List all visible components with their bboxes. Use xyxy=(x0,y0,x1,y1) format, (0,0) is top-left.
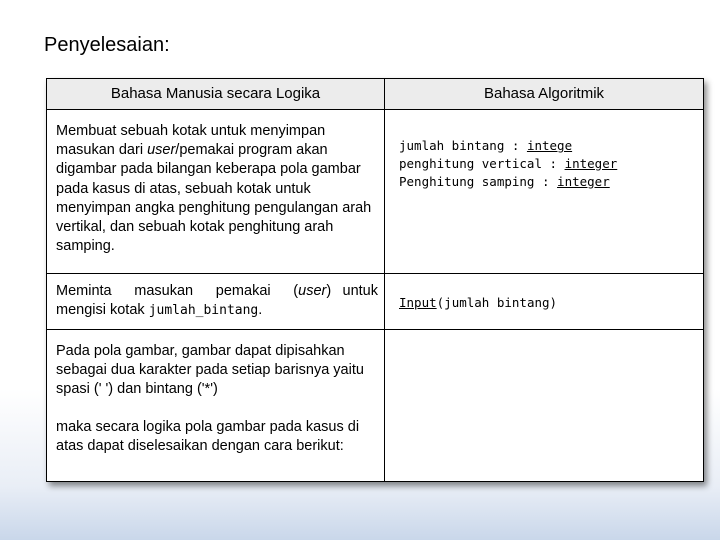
text-part: Membuat sebuah kotak untuk menyimpan masukan dari xyxy=(56,123,326,159)
row3-left-cell xyxy=(47,330,385,481)
input-statement xyxy=(399,294,697,312)
text-emphasis: user xyxy=(147,142,176,159)
row2-right-cell xyxy=(385,274,703,330)
text-part: . xyxy=(258,302,263,319)
page-title: Penyelesaian: xyxy=(44,34,170,56)
row3-paragraph-2: maka secara logika pola gambar pada kasus di atas dapat diselesaikan dengan cara berikut: xyxy=(56,418,360,454)
row3-paragraph-1: Pada pola gambar, gambar dapat dipisahkan sebagai dua karakter pada setiap barisnya yaitu spasi (' ') dan bintang ('*') xyxy=(56,343,364,398)
row1-left-text xyxy=(56,122,378,256)
inline-code: jumlah_bintang xyxy=(148,303,259,319)
input-keyword: Input xyxy=(399,295,437,310)
declaration-line xyxy=(399,173,697,191)
row1-left-cell xyxy=(47,110,385,274)
row2-left-text xyxy=(56,282,378,320)
header-human-language: Bahasa Manusia secara Logika xyxy=(47,79,385,110)
text-part: Meminta masukan pemakai ( xyxy=(56,283,299,299)
text-part: ) untuk mengisi kotak xyxy=(56,283,378,319)
declaration-name: Penghitung samping : xyxy=(399,174,558,189)
header-algorithmic-language: Bahasa Algoritmik xyxy=(385,79,703,110)
row2-left-cell xyxy=(47,274,385,330)
comparison-table xyxy=(46,78,704,482)
declaration-type: intege xyxy=(526,138,573,153)
declaration-type: integer xyxy=(557,174,610,189)
text-part: /pemakai program akan digambar pada bilangan keberapa pola gambar pada kasus di atas, sebuah kotak untuk menyimpan angka penghitung pengulangan arah vertikal, dan sebuah kotak penghitung arah samping. xyxy=(56,142,372,255)
declaration-name: penghitung vertical : xyxy=(399,156,565,171)
declaration-line xyxy=(399,137,697,155)
text-emphasis: user xyxy=(298,283,327,299)
paragraph-gap xyxy=(56,400,378,418)
declaration-type: integer xyxy=(564,156,618,171)
declaration-name: jumlah bintang : xyxy=(399,138,527,153)
input-args: (jumlah bintang) xyxy=(436,295,558,310)
row3-right-cell xyxy=(385,330,703,481)
declarations xyxy=(399,137,697,191)
row1-right-cell xyxy=(385,110,703,274)
declaration-line xyxy=(399,155,697,173)
